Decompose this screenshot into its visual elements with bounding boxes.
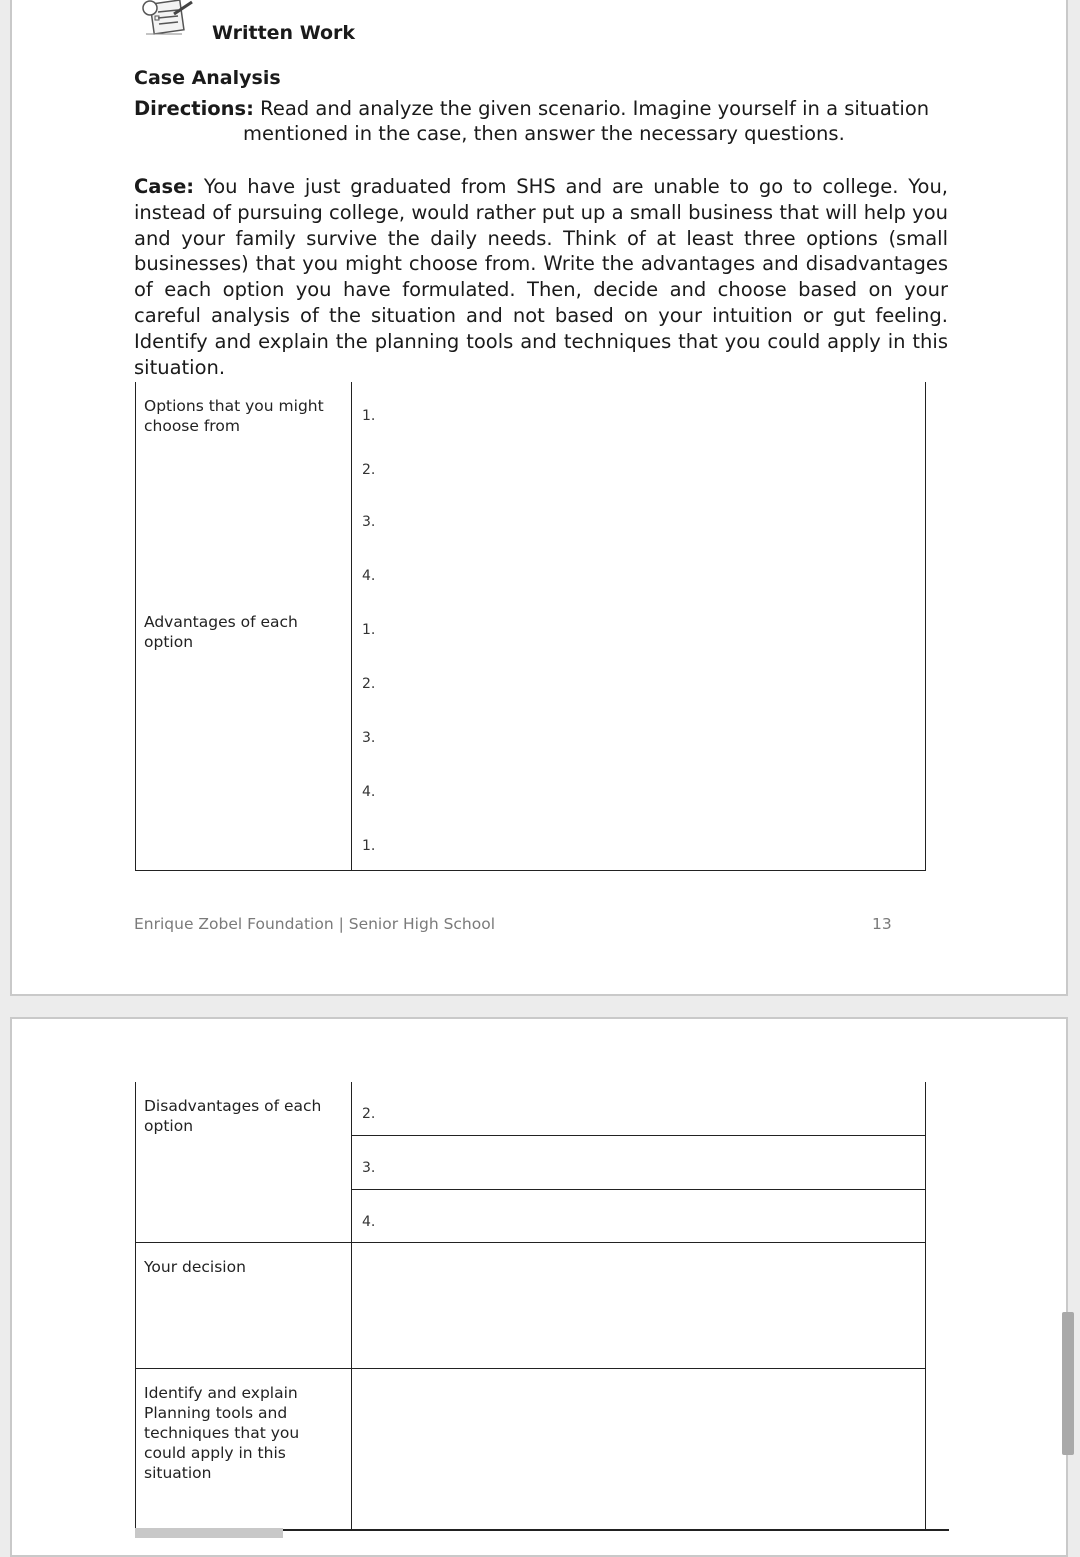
advantages-label: Advantages of each option — [144, 613, 298, 651]
advantages-row-1[interactable]: 1. — [352, 598, 926, 652]
decision-label: Your decision — [144, 1257, 246, 1276]
analysis-table-part-2 — [135, 1082, 926, 1530]
options-label: Options that you might choose from — [144, 397, 324, 435]
directions-label: Directions: — [134, 97, 254, 120]
options-blank-cell — [136, 544, 352, 598]
page-number: 13 — [872, 915, 892, 933]
advantages-blank-cell — [136, 706, 352, 760]
disadvantages-label: Disadvantages of each option — [144, 1097, 322, 1135]
disadvantages-label-cell — [136, 1082, 352, 1242]
scrollbar-thumb[interactable] — [1062, 1312, 1074, 1455]
options-row-2[interactable]: 2. — [352, 436, 926, 490]
directions-line-1: Read and analyze the given scenario. Imagine yourself in a situation — [260, 97, 930, 120]
decision-answer-cell[interactable] — [352, 1242, 926, 1368]
section-subtitle: Case Analysis — [134, 67, 281, 89]
options-row-1[interactable]: 1. — [352, 382, 926, 436]
options-blank-cell — [136, 436, 352, 490]
table-next-row-border — [283, 1529, 949, 1531]
options-blank-cell — [136, 490, 352, 544]
disadvantages-row-1[interactable]: 1. — [352, 814, 926, 870]
section-title: Written Work — [212, 22, 356, 44]
disadvantages-blank-cell — [136, 814, 352, 870]
case-text: You have just graduated from SHS and are unable to go to college. You, instead of pursuing college, would rather put up a small business that will help you and your family survive the daily needs. Think of at least three options (small businesses) that you might choose from. Write the advantages and disadvantages of each option you have formulated. Then, decide and choose based on your careful analysis of the situation and not based on your intuition or gut feeling. Identify and explain the planning tools and techniques that you could apply in this situation. — [134, 175, 949, 379]
advantages-label-cell — [136, 598, 352, 652]
decision-label-cell — [136, 1242, 352, 1368]
tools-answer-cell[interactable] — [352, 1368, 926, 1530]
case-paragraph — [134, 174, 948, 380]
advantages-row-2[interactable]: 2. — [352, 652, 926, 706]
advantages-blank-cell — [136, 760, 352, 814]
disadvantages-row-2[interactable]: 2. — [352, 1082, 926, 1135]
disadvantages-row-4[interactable]: 4. — [352, 1189, 926, 1242]
options-label-cell — [136, 382, 352, 436]
options-row-3[interactable]: 3. — [352, 490, 926, 544]
tools-label: Identify and explain Planning tools and techniques that you could apply in this situation — [144, 1383, 300, 1482]
advantages-row-4[interactable]: 4. — [352, 760, 926, 814]
tools-label-cell — [136, 1368, 352, 1530]
advantages-row-3[interactable]: 3. — [352, 706, 926, 760]
table-next-row-shading — [135, 1528, 283, 1538]
case-label: Case: — [134, 175, 195, 198]
footer-school: Enrique Zobel Foundation | Senior High School — [134, 915, 496, 933]
checklist-pencil-icon — [138, 0, 202, 40]
options-row-4[interactable]: 4. — [352, 544, 926, 598]
directions-paragraph — [134, 96, 948, 146]
advantages-blank-cell — [136, 652, 352, 706]
analysis-table-part-1 — [135, 382, 926, 871]
disadvantages-row-3[interactable]: 3. — [352, 1135, 926, 1189]
directions-line-2: mentioned in the case, then answer the necessary questions. — [243, 122, 845, 145]
